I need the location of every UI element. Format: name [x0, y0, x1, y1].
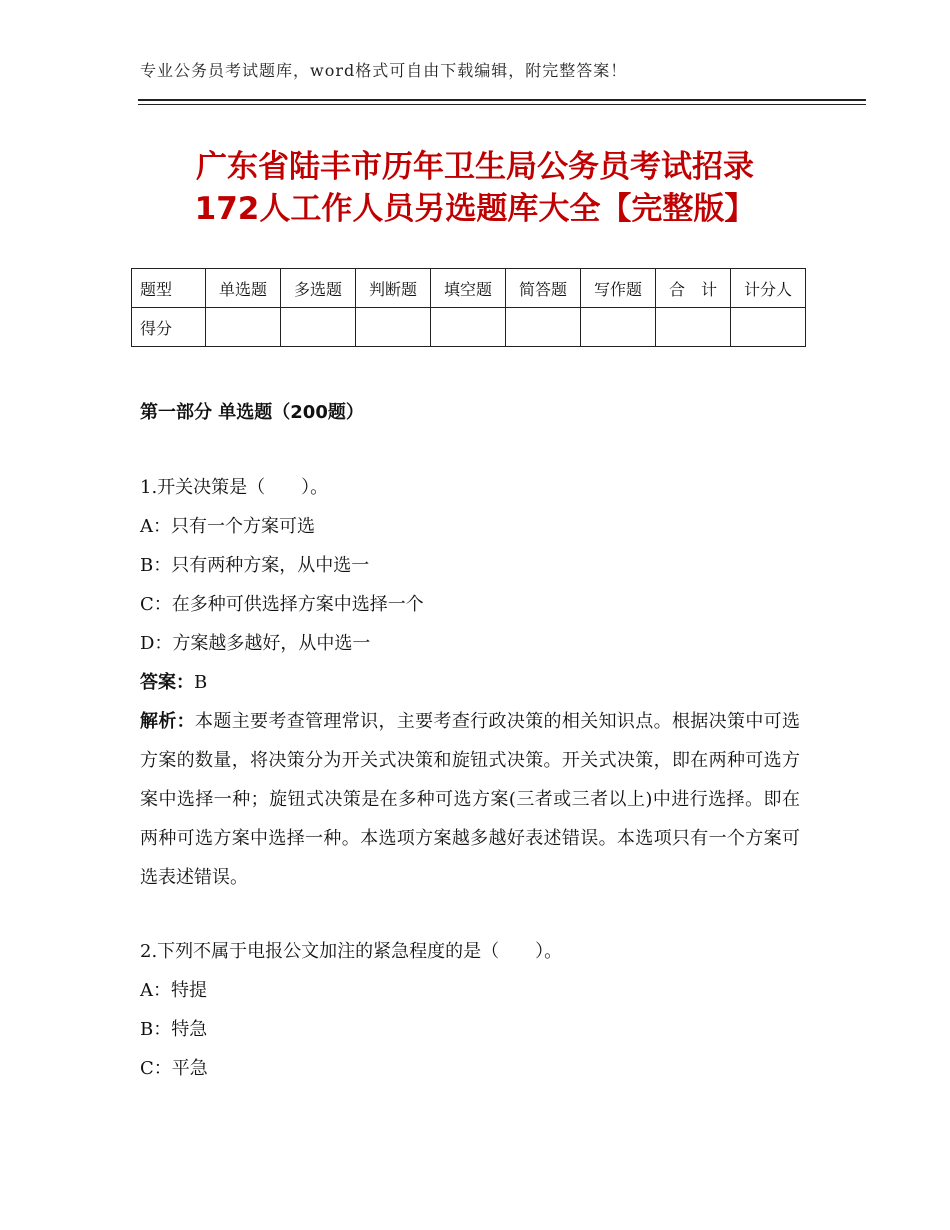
analysis-paragraph: [140, 702, 800, 897]
score-header-cell: 判断题: [356, 269, 431, 308]
score-header-cell: 填空题: [431, 269, 506, 308]
score-table-header-row: [132, 269, 806, 308]
score-table: [131, 268, 806, 347]
option-b: B：特急: [140, 1019, 208, 1040]
section-title: 第一部分 单选题（200题）: [140, 402, 364, 423]
document-title: [100, 146, 850, 230]
score-header-cell: 题型: [132, 269, 206, 308]
header-rule-thin: [138, 104, 866, 105]
score-header-cell: 单选题: [206, 269, 281, 308]
analysis-label: 解析：: [140, 711, 196, 732]
option-d: D：方案越多越好，从中选一: [140, 633, 371, 654]
score-cell: [281, 308, 356, 347]
option-c: C：在多种可供选择方案中选择一个: [140, 594, 424, 615]
option-a: A：特提: [140, 980, 207, 1001]
header-note: 专业公务员考试题库，word格式可自由下载编辑，附完整答案！: [140, 61, 628, 80]
question-2: [140, 932, 800, 1088]
option-a: A：只有一个方案可选: [140, 516, 315, 537]
score-cell: [731, 308, 806, 347]
score-header-cell: 写作题: [581, 269, 656, 308]
score-cell: [581, 308, 656, 347]
answer-label: 答案：: [140, 672, 194, 693]
question-stem: 1.开关决策是（ ）。: [140, 477, 329, 498]
score-cell: [506, 308, 581, 347]
question-stem: 2.下列不属于电报公文加注的紧急程度的是（ ）。: [140, 941, 563, 962]
header-rule-thick: [138, 99, 866, 101]
question-1: [140, 468, 800, 897]
score-header-cell: 简答题: [506, 269, 581, 308]
title-line-2: 172人工作人员另选题库大全【完整版】: [194, 191, 756, 227]
score-cell: [656, 308, 731, 347]
answer-line: [140, 663, 800, 702]
answer-value: B: [194, 672, 208, 693]
score-table-score-row: [132, 308, 806, 347]
score-row-label: 得分: [132, 308, 206, 347]
option-c: C：平急: [140, 1058, 208, 1079]
title-line-1: 广东省陆丰市历年卫生局公务员考试招录: [196, 149, 754, 185]
score-cell: [431, 308, 506, 347]
score-cell: [206, 308, 281, 347]
analysis-text: 本题主要考查管理常识，主要考查行政决策的相关知识点。根据决策中可选方案的数量，将决策分为开关式决策和旋钮式决策。开关式决策，即在两种可选方案中选择一种；旋钮式决策是在多种可选方案(三者或三者以上)中进行选择。即在两种可选方案中选择一种。本选项方案越多越好表述错误。本选项只有一个方案可选表述错误。: [140, 711, 800, 888]
option-b: B：只有两种方案，从中选一: [140, 555, 370, 576]
score-cell: [356, 308, 431, 347]
score-header-cell: 合 计: [656, 269, 731, 308]
score-header-cell: 计分人: [731, 269, 806, 308]
score-header-cell: 多选题: [281, 269, 356, 308]
